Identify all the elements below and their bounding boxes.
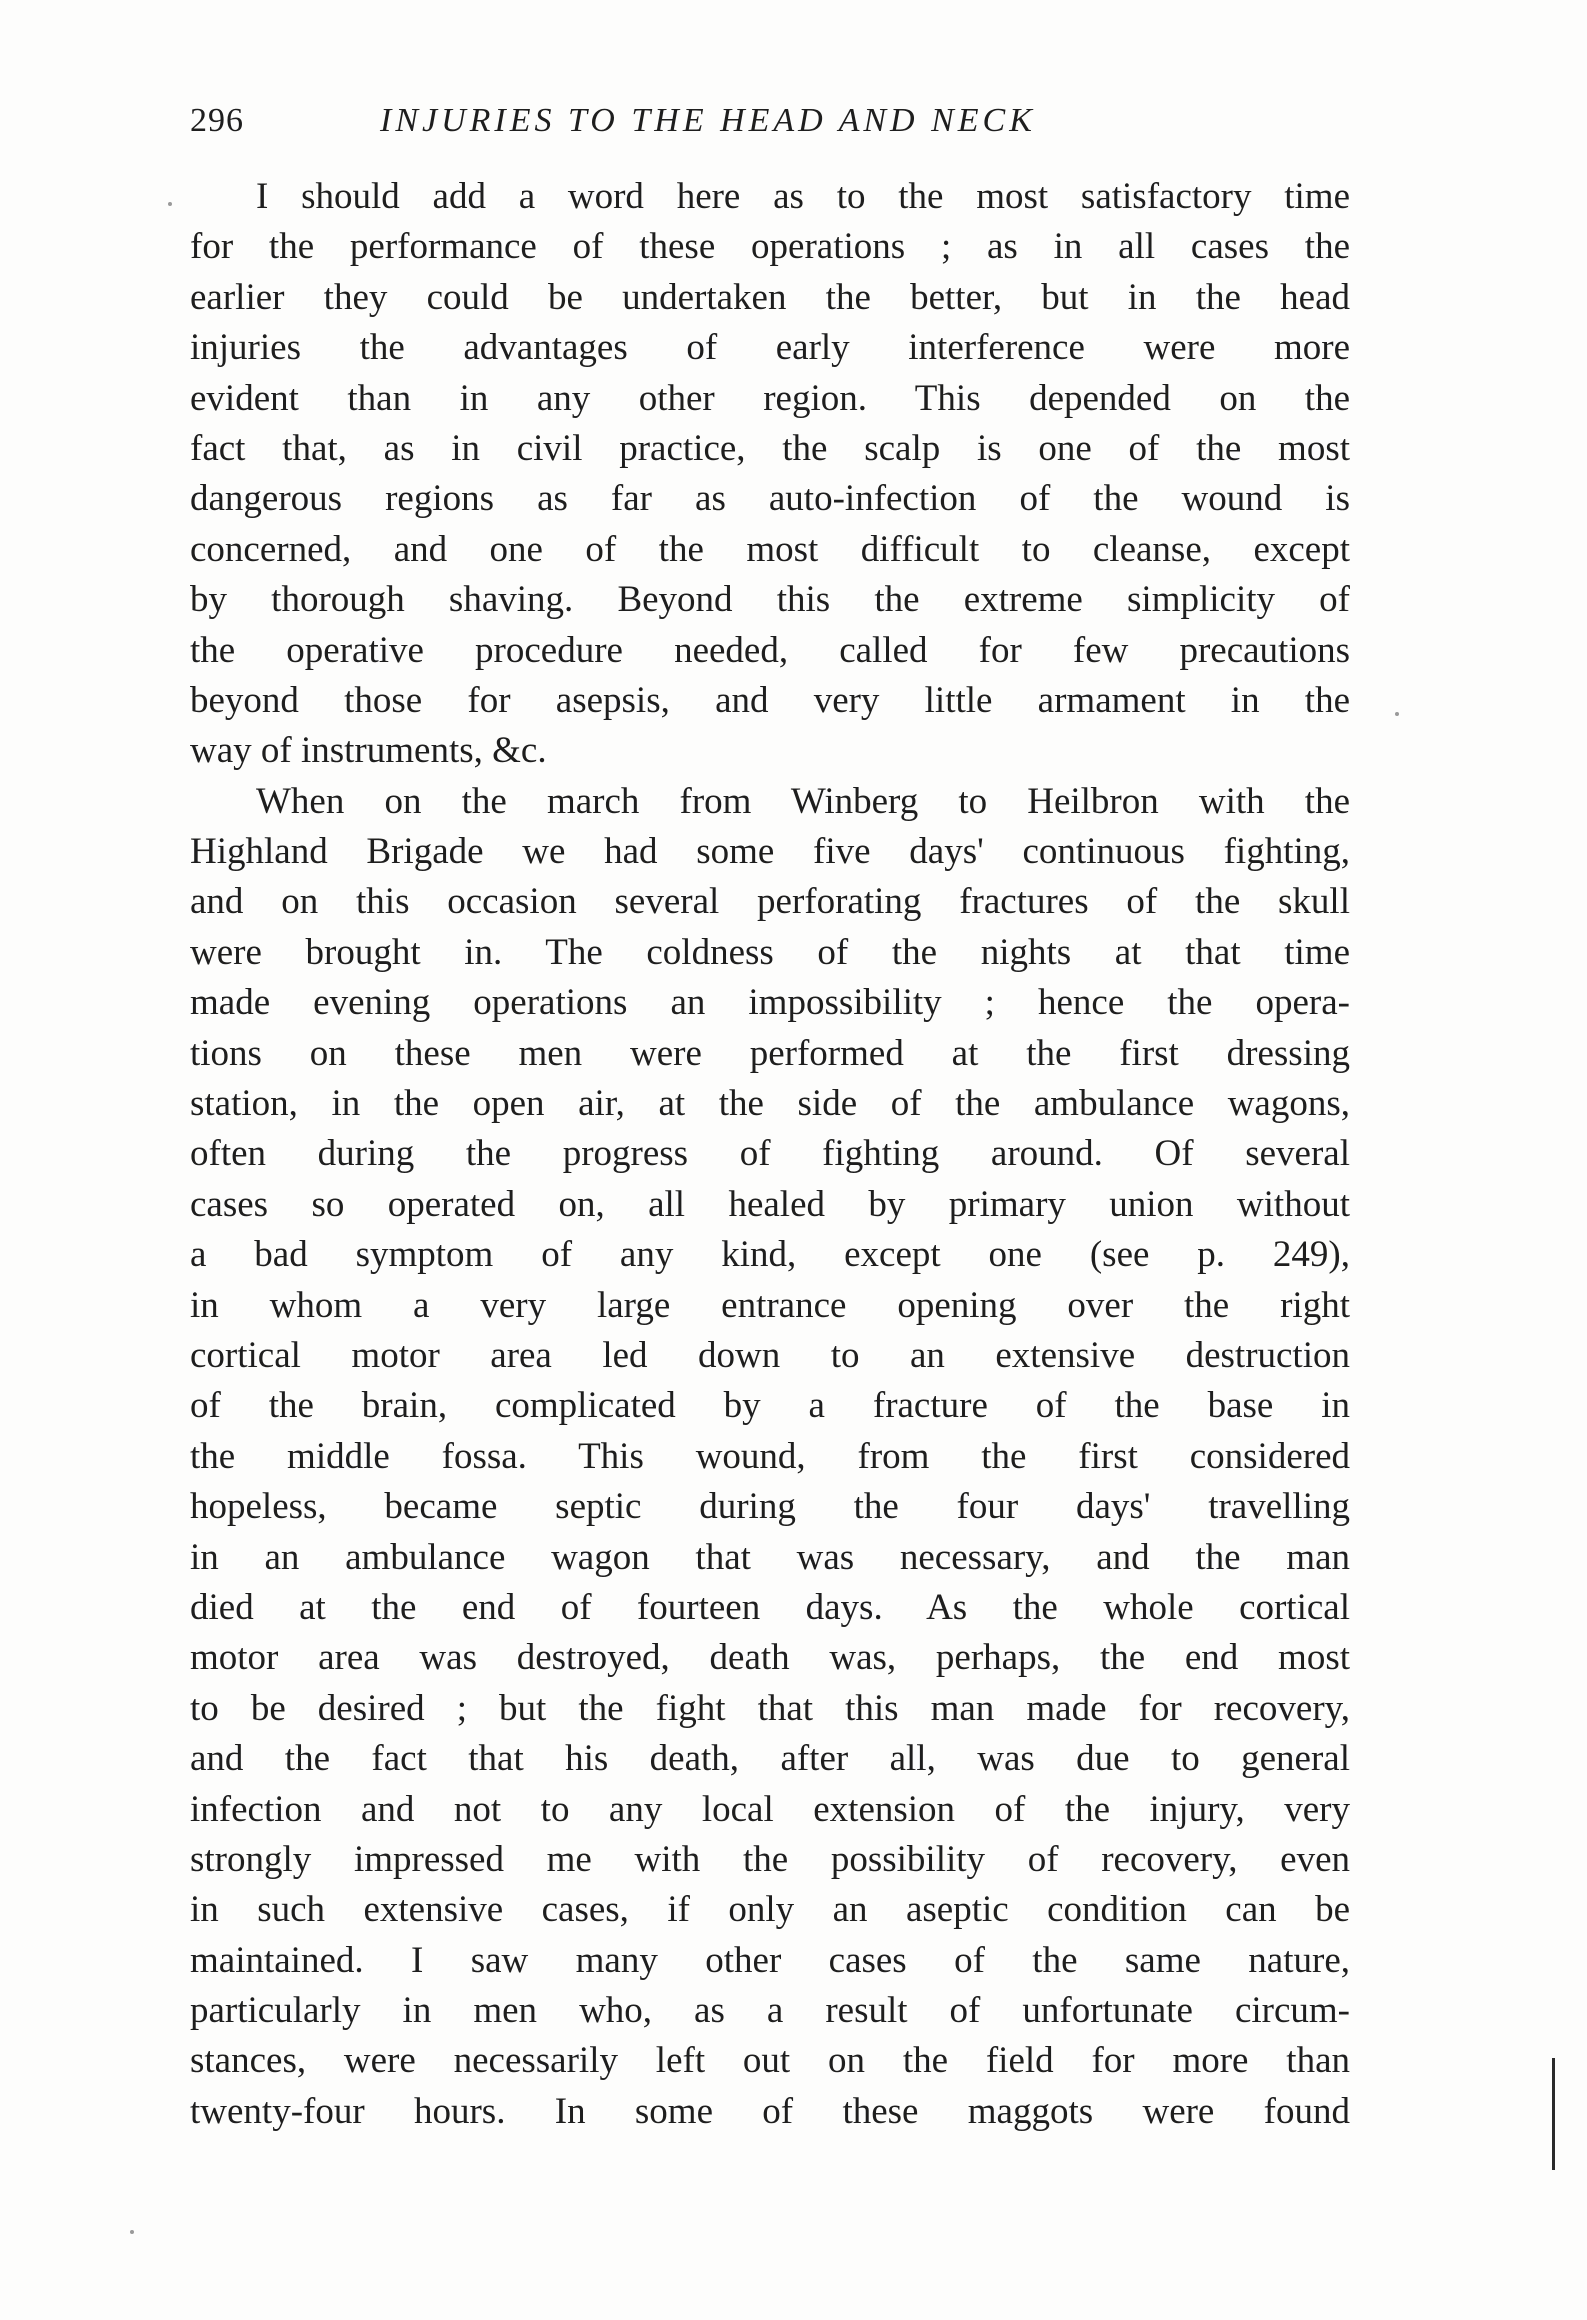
text-line: earlier they could be undertaken the better, but in the head	[190, 276, 1350, 318]
running-head-title: INJURIES TO THE HEAD AND NECK	[380, 102, 1036, 139]
scan-speck	[1395, 712, 1399, 716]
text-line: died at the end of fourteen days. As the whole cortical	[190, 1586, 1350, 1628]
text-line: injuries the advantages of early interference were more	[190, 327, 1350, 369]
text-line: and on this occasion several perforating fractures of the skull	[190, 881, 1350, 923]
text-line: strongly impressed me with the possibility of recovery, even	[190, 1838, 1350, 1880]
text-line: way of instruments, &c.	[190, 730, 547, 772]
text-line: fact that, as in civil practice, the scalp is one of the most	[190, 427, 1350, 469]
text-line: were brought in. The coldness of the nights at that time	[190, 931, 1350, 973]
text-line: tions on these men were performed at the first dressing	[190, 1032, 1350, 1074]
text-line: infection and not to any local extension of the injury, very	[190, 1788, 1350, 1830]
text-line: beyond those for asepsis, and very little armament in the	[190, 679, 1350, 721]
text-line: stances, were necessarily left out on the field for more than	[190, 2040, 1350, 2082]
text-line: the middle fossa. This wound, from the first considered	[190, 1435, 1350, 1477]
text-line: in an ambulance wagon that was necessary, and the man	[190, 1536, 1350, 1578]
text-line: When on the march from Winberg to Heilbron with the	[256, 780, 1350, 822]
text-line: made evening operations an impossibility ; hence the opera-	[190, 982, 1350, 1024]
text-line: cortical motor area led down to an extensive destruction	[190, 1334, 1350, 1376]
body-text	[190, 172, 1350, 2137]
text-line: evident than in any other region. This depended on the	[190, 377, 1350, 419]
text-line: station, in the open air, at the side of the ambulance wagons,	[190, 1083, 1350, 1125]
text-line: maintained. I saw many other cases of the same nature,	[190, 1939, 1350, 1981]
text-line: often during the progress of fighting around. Of several	[190, 1133, 1350, 1175]
text-line: the operative procedure needed, called for few precautions	[190, 629, 1350, 671]
scan-speck	[130, 2230, 134, 2234]
text-line: dangerous regions as far as auto-infection of the wound is	[190, 478, 1350, 520]
running-head	[190, 96, 1350, 146]
text-line: in such extensive cases, if only an aseptic condition can be	[190, 1889, 1350, 1931]
text-line: cases so operated on, all healed by primary union without	[190, 1183, 1350, 1225]
text-line: for the performance of these operations ; as in all cases the	[190, 226, 1350, 268]
text-line: by thorough shaving. Beyond this the extreme simplicity of	[190, 579, 1350, 621]
text-line: a bad symptom of any kind, except one (see p. 249),	[190, 1234, 1350, 1276]
text-line: Highland Brigade we had some five days' continuous fighting,	[190, 831, 1350, 873]
scan-speck	[168, 202, 172, 206]
text-line: hopeless, became septic during the four days' travelling	[190, 1486, 1350, 1528]
text-line: particularly in men who, as a result of unfortunate circum-	[190, 1990, 1350, 2032]
text-line: I should add a word here as to the most satisfactory time	[256, 176, 1350, 217]
text-line: and the fact that his death, after all, was due to general	[190, 1738, 1350, 1780]
text-line: in whom a very large entrance opening over the right	[190, 1284, 1350, 1326]
text-line: concerned, and one of the most difficult to cleanse, except	[190, 528, 1350, 570]
text-line: motor area was destroyed, death was, perhaps, the end most	[190, 1637, 1350, 1679]
page-number: 296	[190, 102, 244, 139]
margin-rule-mark	[1552, 2058, 1555, 2170]
text-line: to be desired ; but the fight that this man made for recovery,	[190, 1687, 1350, 1729]
text-line: of the brain, complicated by a fracture of the base in	[190, 1385, 1350, 1427]
text-line: twenty-four hours. In some of these maggots were found	[190, 2090, 1350, 2132]
